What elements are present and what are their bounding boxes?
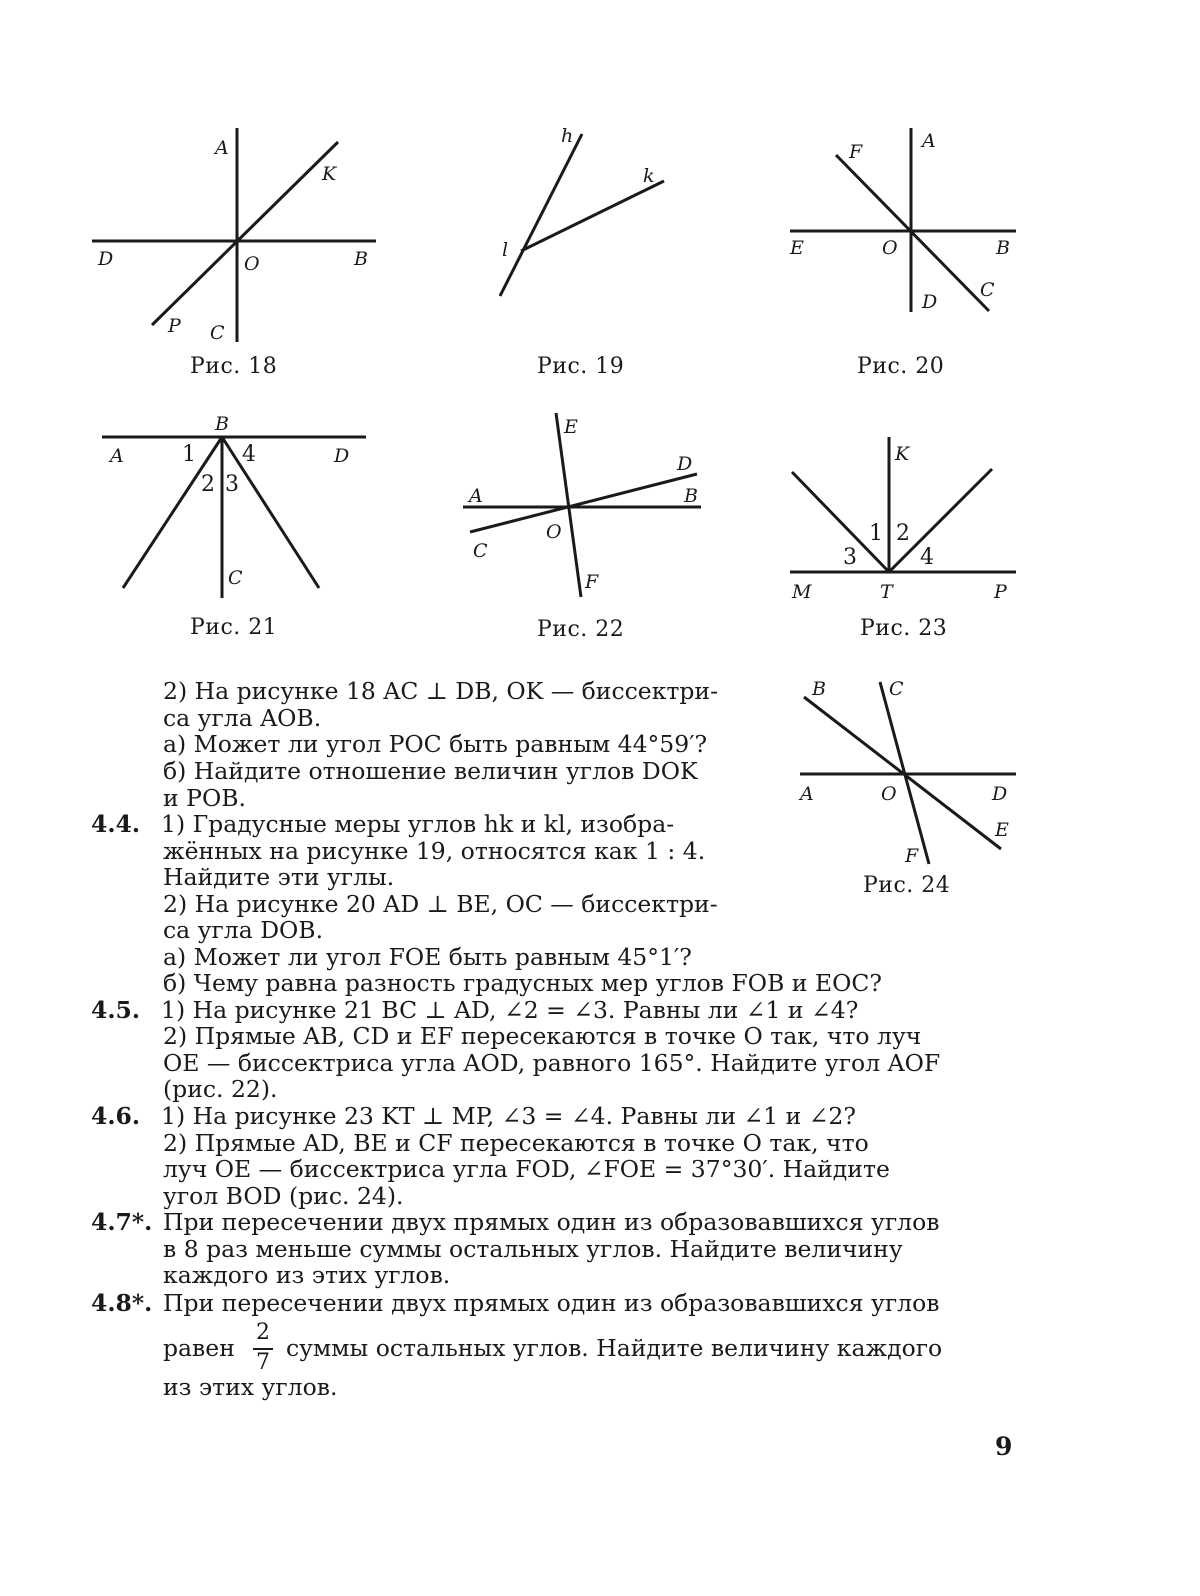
text-line: 2) На рисунке 20 AD ⊥ BE, OC — биссектри- <box>163 890 718 918</box>
angle-label: 1 <box>869 521 883 546</box>
text-line: 2) Прямые AD, BE и CF пересекаются в точке O так, что <box>163 1129 869 1157</box>
point-label: M <box>792 581 812 603</box>
angle-label: 2 <box>896 521 910 546</box>
point-label: A <box>215 137 229 159</box>
text-line: а) Может ли угол POC быть равным 44°59′? <box>163 730 708 758</box>
text-line: суммы остальных углов. Найдите величину каждого <box>286 1334 943 1362</box>
text-line: 2) Прямые AB, CD и EF пересекаются в точке O так, что луч <box>163 1022 922 1050</box>
text-line: и POB. <box>163 784 246 812</box>
figure-22-caption: Рис. 22 <box>537 617 625 642</box>
text-line: са угла DOB. <box>163 916 324 944</box>
text-line: из этих углов. <box>163 1373 338 1401</box>
text-line: При пересечении двух прямых один из образовавшихся углов <box>163 1289 940 1317</box>
figure-21-caption: Рис. 21 <box>190 615 278 640</box>
figure-20-caption: Рис. 20 <box>857 354 945 379</box>
point-label: P <box>994 581 1007 603</box>
text-line: 1) На рисунке 23 KT ⊥ MP, ∠3 = ∠4. Равны ли ∠1 и ∠2? <box>161 1102 856 1130</box>
point-label: P <box>168 315 181 337</box>
point-label: D <box>922 291 938 313</box>
task-number: 4.4. <box>91 810 141 838</box>
task-number: 4.6. <box>91 1102 141 1130</box>
point-label: k <box>643 165 655 187</box>
text-line: каждого из этих углов. <box>163 1261 451 1289</box>
angle-label: 3 <box>225 472 239 497</box>
point-label: D <box>98 248 114 270</box>
point-label: C <box>473 540 488 562</box>
point-label: D <box>677 453 693 475</box>
point-label: C <box>980 279 995 301</box>
figure-24-caption: Рис. 24 <box>863 873 951 898</box>
task-number: 4.5. <box>91 996 141 1024</box>
point-label: E <box>564 416 578 438</box>
figure-18-caption: Рис. 18 <box>190 354 278 379</box>
text-line: са угла AOB. <box>163 704 322 732</box>
text-line: 1) На рисунке 21 BC ⊥ AD, ∠2 = ∠3. Равны ли ∠1 и ∠4? <box>161 996 859 1024</box>
point-label: F <box>849 141 863 163</box>
point-label: h <box>561 125 574 147</box>
text-line: в 8 раз меньше суммы остальных углов. Найдите величину <box>163 1235 903 1263</box>
text-line: жённых на рисунке 19, относятся как 1 : 4. <box>163 837 706 865</box>
text-line: а) Может ли угол FOE быть равным 45°1′? <box>163 943 692 971</box>
point-label: A <box>922 130 936 152</box>
point-label: D <box>334 445 350 467</box>
point-label: l <box>502 239 509 261</box>
point-label: E <box>995 819 1009 841</box>
point-label: B <box>812 678 826 700</box>
text-line: б) Найдите отношение величин углов DOK <box>163 757 698 785</box>
point-label: O <box>244 253 260 275</box>
angle-label: 4 <box>920 545 934 570</box>
point-label: B <box>354 248 368 270</box>
point-label: C <box>210 322 225 344</box>
text-line: (рис. 22). <box>163 1075 278 1103</box>
angle-label: 1 <box>182 442 196 467</box>
point-label: T <box>880 581 893 603</box>
point-label: A <box>110 445 124 467</box>
text-line: 1) Градусные меры углов hk и kl, изобра- <box>161 810 675 838</box>
point-label: B <box>996 237 1010 259</box>
text-line: Найдите эти углы. <box>163 863 395 891</box>
fraction-numerator: 2 <box>256 1320 270 1345</box>
point-label: D <box>992 783 1008 805</box>
angle-label: 2 <box>201 472 215 497</box>
point-label: O <box>882 237 898 259</box>
point-label: B <box>684 485 698 507</box>
point-label: K <box>895 443 910 465</box>
text-line: угол BOD (рис. 24). <box>163 1182 404 1210</box>
point-label: O <box>881 783 897 805</box>
text-line: луч OE — биссектриса угла FOD, ∠FOE = 37°30′. Найдите <box>163 1155 890 1183</box>
text-line: При пересечении двух прямых один из образовавшихся углов <box>163 1208 940 1236</box>
point-label: A <box>800 783 814 805</box>
text-line: 2) На рисунке 18 AC ⊥ DB, OK — биссектри- <box>163 677 719 705</box>
figure-19-caption: Рис. 19 <box>537 354 625 379</box>
point-label: F <box>585 571 599 593</box>
point-label: B <box>215 413 229 435</box>
point-label: K <box>322 163 337 185</box>
angle-label: 4 <box>242 442 256 467</box>
figure-23-caption: Рис. 23 <box>860 616 948 641</box>
point-label: O <box>546 521 562 543</box>
text-line: OE — биссектриса угла AOD, равного 165°. Найдите угол AOF <box>163 1049 941 1077</box>
task-number: 4.8*. <box>91 1289 153 1317</box>
angle-label: 3 <box>843 545 857 570</box>
fraction-denominator: 7 <box>256 1350 270 1375</box>
point-label: F <box>905 845 919 867</box>
point-label: C <box>889 678 904 700</box>
text-line: б) Чему равна разность градусных мер углов FOB и EOC? <box>163 969 882 997</box>
text-line: равен <box>163 1334 235 1362</box>
point-label: E <box>790 237 804 259</box>
point-label: C <box>228 567 243 589</box>
point-label: A <box>469 485 483 507</box>
page-number: 9 <box>995 1432 1013 1461</box>
task-number: 4.7*. <box>91 1208 153 1236</box>
